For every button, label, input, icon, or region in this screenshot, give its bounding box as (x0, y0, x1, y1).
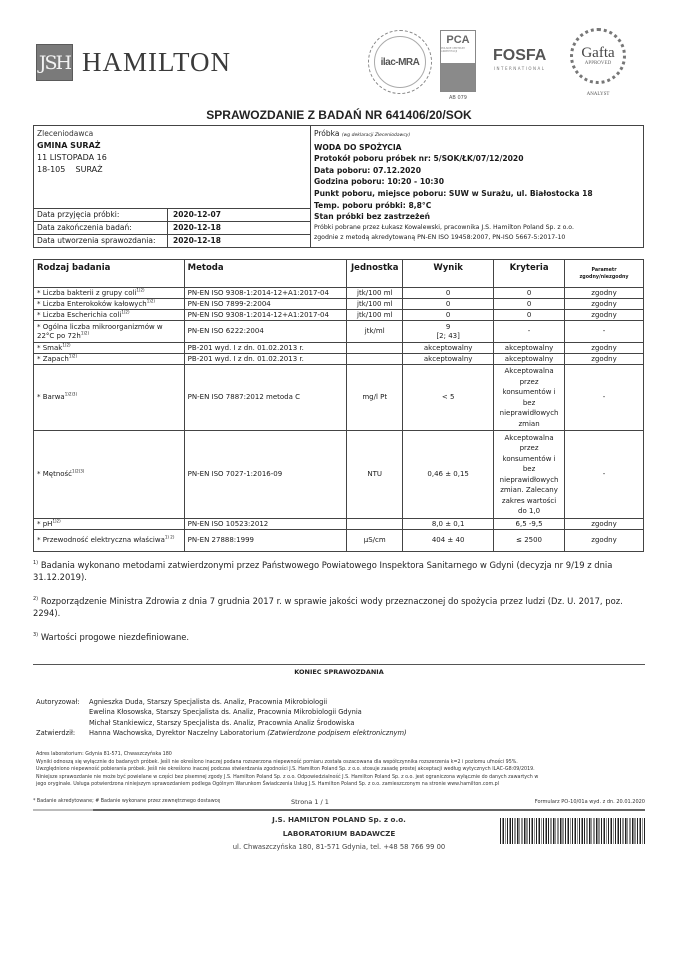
date-value: 2020-12-07 (173, 210, 221, 219)
cell-parameter: - (565, 431, 644, 519)
cell-unit: mg/l Pt (347, 365, 403, 431)
cell-result: 0 (403, 310, 494, 321)
cell-result: 9 [2; 43] (403, 321, 494, 343)
gafta-analyst-label: ANALYST (586, 92, 610, 97)
authorized-row-3 (36, 718, 407, 728)
form-id: Formularz PO-10/01a wyd. z dn. 20.01.2020 (534, 798, 645, 805)
client-name: GMINA SURAŻ (37, 141, 101, 150)
sample-method: zgodnie z metodą akredytowaną PN-EN ISO 19458:2007, PN-ISO 5667-5:2017-10 (314, 233, 566, 241)
cell-parameter: zgodny (565, 343, 644, 354)
authorized-row-1 (36, 697, 407, 707)
ilac-mra-logo-icon (368, 30, 432, 94)
jsh-logo-icon: JSH (36, 44, 73, 81)
footnote-3: $^{3)}$ Wartości progowe niezdefiniowane. (33, 632, 190, 642)
pca-emblem (441, 63, 475, 91)
date-row-received (34, 208, 310, 221)
client-label: Zleceniodawca (37, 129, 94, 138)
cell-method: PN-EN ISO 6222:2004 (184, 321, 347, 343)
legal-line: Niniejsze sprawozdanie nie może być powielane w części bez pisemnej zgody J.S. Hamilton Poland Sp. z o.o. Odpowiedzialność J.S. Hamilton Poland Sp. z o.o. jest ograniczona wyłącznie do danych zawartych w (36, 774, 539, 780)
cell-criteria: akceptowalny (494, 343, 565, 354)
sample-label-note: (wg deklaracji Zleceniodawcy) (341, 133, 411, 138)
cell-test: * Barwa$^{1)2)3)}$ (34, 365, 185, 431)
cell-parameter: zgodny (565, 310, 644, 321)
pca-sublabel: POLSKIE CENTRUM AKREDYTACJI (441, 47, 465, 53)
sample-place: Punkt poboru, miejsce poboru: SUW w Surażu, ul. Białostocka 18 (314, 188, 593, 198)
pca-logo-icon (440, 30, 476, 92)
date-row-created (34, 234, 310, 247)
sample-label: Próbka (314, 129, 340, 138)
cell-method: PN-EN ISO 7887:2012 metoda C (184, 365, 347, 431)
table-row (34, 354, 644, 365)
company-name: J.S. HAMILTON POLAND Sp. z o.o. (272, 815, 406, 824)
cell-result: akceptowalny (403, 354, 494, 365)
cell-result: 0 (403, 299, 494, 310)
date-label: Data utworzenia sprawozdania: (34, 235, 168, 247)
footnote-1: $^{1)}$ Badania wykonano metodami zatwierdzonymi przez Państwowego Powiatowego Inspektora Sanitarnego w Gdyni (decyzja nr 9/19 z dnia 31.12.2019). (33, 560, 613, 582)
authorized-person: Agnieszka Duda, Starszy Specjalista ds. Analiz, Pracownia Mikrobiologii (89, 698, 328, 706)
date-row-completed (34, 221, 310, 234)
cell-criteria: ≤ 2500 (494, 530, 565, 552)
cell-result: 0,46 ± 0,15 (403, 431, 494, 519)
header-unit: Jednostka (347, 260, 403, 288)
cell-parameter: zgodny (565, 354, 644, 365)
legal-line: jego oryginale. Usługa potwierdzona niniejszym sprawozdaniem podlega Ogólnym Warunkom Świadczenia Usług J.S. Hamilton Poland Sp. z o.o. zamieszczonym na stronie www.hamilton.com.pl (36, 782, 500, 788)
ilac-label: ilac-MRA (380, 56, 420, 68)
legal-line: Wyniki odnoszą się wyłącznie do badanych próbek. Jeśli nie określono inaczej podana rozszerzona niepewność pomiaru została oszacowana dla współczynnika rozszerzenia k=2 i poziomu ufności 95%. (36, 759, 518, 765)
cell-unit: jtk/ml (347, 321, 403, 343)
cell-result: 404 ± 40 (403, 530, 494, 552)
pca-label: PCA (446, 34, 470, 46)
cell-test: * Liczba Escherichia coli$^{1)2)}$ (34, 310, 185, 321)
date-label: Data zakończenia badań: (34, 222, 168, 234)
cell-unit: jtk/100 ml (347, 299, 403, 310)
date-label: Data przyjęcia próbki: (34, 209, 168, 221)
client-address-line1: 11 LISTOPADA 16 (37, 153, 107, 162)
cell-result: 8,0 ± 0,1 (403, 519, 494, 530)
table-row (34, 365, 644, 431)
fosfa-sublabel: INTERNATIONAL (493, 66, 546, 71)
hamilton-logo (36, 44, 231, 81)
cell-test: * Przewodność elektryczna właściwa$^{1) 2)}$ (34, 530, 185, 552)
table-row (34, 530, 644, 552)
gafta-sublabel: APPROVED (584, 61, 612, 66)
header-parameter (565, 260, 644, 288)
sample-section (311, 126, 643, 247)
page-number: Strona 1 / 1 (291, 797, 329, 806)
cell-criteria: Akceptowalna przez konsumentów i bez nieprawidłowych zmian (494, 365, 565, 431)
header-parameter-line1: Parametr (591, 267, 617, 273)
table-header-row (34, 260, 644, 288)
date-value: 2020-12-18 (173, 236, 221, 245)
company-address: ul. Chwaszczyńska 180, 81-571 Gdynia, tel. +48 58 766 99 00 (232, 843, 446, 851)
cell-parameter: zgodny (565, 530, 644, 552)
cell-test: * $pH^{1)2)}$ (34, 519, 185, 530)
table-row (34, 321, 644, 343)
client-section (34, 126, 311, 247)
approved-row (36, 728, 407, 738)
cell-method: PN-EN ISO 10523:2012 (184, 519, 347, 530)
authorization-block (36, 697, 407, 739)
legal-line: Adres laboratorium: Gdynia 81-571, Chwaszczyńska 180 (36, 752, 172, 757)
cell-criteria: 0 (494, 288, 565, 299)
cell-unit: NTU (347, 431, 403, 519)
gafta-label: Gafta (581, 45, 615, 61)
client-address-line2: 18-105 SURAŻ (37, 165, 103, 174)
footer-meta (33, 799, 645, 804)
fosfa-label: FOSFA (493, 47, 547, 64)
approved-label: Zatwierdził: (36, 729, 76, 738)
cell-method: PN-EN 27888:1999 (184, 530, 347, 552)
accreditation-legend: * Badanie akredytowane; # Badanie wykonane przez zewnętrznego dostawcę (33, 799, 221, 804)
sample-state: Stan próbki bez zastrzeżeń (314, 212, 431, 222)
cell-test: * Liczba Enterokoków kałowych$^{1)2)}$ (34, 299, 185, 310)
legal-line: Uwzględniono niepewność pobierania próbek. Jeśli nie określono inaczej podczas stwierdzania zgodności J.S. Hamilton Poland Sp. z o.o. stosuje zasadę prostej akceptacji według wytycznych ILAC-G8:09/2019. (36, 767, 535, 773)
table-row (34, 519, 644, 530)
sample-temp: Temp. poboru próbki: 8,8°C (314, 200, 432, 210)
cell-parameter: - (565, 365, 644, 431)
cell-criteria: 0 (494, 310, 565, 321)
cell-parameter: zgodny (565, 288, 644, 299)
header-method: Metoda (184, 260, 347, 288)
header-parameter-line2: zgodny/niezgodny (579, 274, 629, 280)
barcode-icon (500, 818, 646, 844)
header-result: Wynik (403, 260, 494, 288)
sample-protocol: Protokół poboru próbek nr: 5/SOK/ŁK/07/12/2020 (314, 154, 524, 164)
lab-name: LABORATORIUM BADAWCZE (282, 829, 396, 838)
cell-result: < 5 (403, 365, 494, 431)
authorized-person: Ewelina Kłosowska, Starszy Specjalista ds. Analiz, Pracownia Mikrobiologii Gdynia (89, 708, 362, 717)
cell-test: * Mętność$^{1)2)3)}$ (34, 431, 185, 519)
table-row (34, 288, 644, 299)
cell-unit (347, 519, 403, 530)
cell-criteria: 6,5 -9,5 (494, 519, 565, 530)
results-table (33, 259, 644, 552)
table-row (34, 343, 644, 354)
cell-method: PN-EN ISO 9308-1:2014-12+A1:2017-04 (184, 288, 347, 299)
cell-result: 0 (403, 288, 494, 299)
authorized-row-2 (36, 707, 407, 717)
cell-unit: µS/cm (347, 530, 403, 552)
sample-collector: Próbki pobrane przez Łukasz Kowalewski, pracownika J.S. Hamilton Poland Sp. z o.o. (314, 223, 574, 231)
cell-unit: jtk/100 ml (347, 310, 403, 321)
gafta-logo-icon (570, 28, 626, 84)
cell-method: PB-201 wyd. I z dn. 01.02.2013 r. (184, 354, 347, 365)
cell-method: PN-EN ISO 7027-1:2016-09 (184, 431, 347, 519)
cell-unit: jtk/100 ml (347, 288, 403, 299)
fosfa-logo-icon (493, 47, 546, 71)
cell-unit (347, 343, 403, 354)
legal-notice (36, 751, 646, 789)
cell-test: * Ogólna liczba mikroorganizmów w 22°C po $72h^{1)2)}$ (34, 321, 185, 343)
cell-parameter: - (565, 321, 644, 343)
end-divider (33, 664, 645, 665)
cell-parameter: zgodny (565, 299, 644, 310)
cell-method: PN-EN ISO 7899-2:2004 (184, 299, 347, 310)
table-row (34, 310, 644, 321)
info-box (33, 125, 644, 248)
cell-criteria: Akceptowalna przez konsumentów i bez nieprawidłowych zmian. Zalecany zakres wartości do 1,0 (494, 431, 565, 519)
cell-test: * Liczba bakterii z grupy coli$^{1)2)}$ (34, 288, 185, 299)
sample-type: WODA DO SPOŻYCIA (314, 142, 402, 152)
report-title: SPRAWOZDANIE Z BADAŃ NR 641406/20/SOK (206, 108, 472, 122)
cell-criteria: 0 (494, 299, 565, 310)
footnotes (33, 559, 645, 655)
header-criteria: Kryteria (494, 260, 565, 288)
pca-code: AB 079 (449, 95, 467, 101)
cell-test: * Zapach$^{1)2)}$ (34, 354, 185, 365)
authorized-label: Autoryzował: (36, 698, 80, 706)
cell-method: PB-201 wyd. I z dn. 01.02.2013 r. (184, 343, 347, 354)
cell-parameter: zgodny (565, 519, 644, 530)
header-test: Rodzaj badania (34, 260, 185, 288)
table-row (34, 299, 644, 310)
logo-wordmark: HAMILTON (82, 47, 232, 77)
dates-table (34, 208, 310, 247)
footer-divider (33, 809, 645, 811)
footnote-2: $^{2)}$ Rozporządzenie Ministra Zdrowia z dnia 7 grudnia 2017 r. w sprawie jakości wody przeznaczonej do spożycia przez ludzi (Dz. U. 2017, poz. 2294). (33, 596, 623, 618)
cell-test: * Smak$^{1)2)}$ (34, 343, 185, 354)
approved-person: Hanna Wachowska, Dyrektor Naczelny Laboratorium (89, 729, 266, 738)
cell-method: PN-EN ISO 9308-1:2014-12+A1:2017-04 (184, 310, 347, 321)
cell-result: akceptowalny (403, 343, 494, 354)
approved-note: (Zatwierdzone podpisem elektronicznym) (267, 729, 407, 738)
cell-criteria: - (494, 321, 565, 343)
sample-time: Godzina poboru: 10:20 - 10:30 (314, 177, 445, 187)
cell-unit (347, 354, 403, 365)
end-of-report: KONIEC SPRAWOZDANIA (294, 668, 384, 676)
authorized-person: Michał Stankiewicz, Starszy Specjalista ds. Analiz, Pracownia Analiz Środowiska (89, 718, 355, 727)
cell-criteria: akceptowalny (494, 354, 565, 365)
date-value: 2020-12-18 (173, 223, 221, 232)
table-row (34, 431, 644, 519)
sample-date: Data poboru: 07.12.2020 (314, 165, 422, 175)
